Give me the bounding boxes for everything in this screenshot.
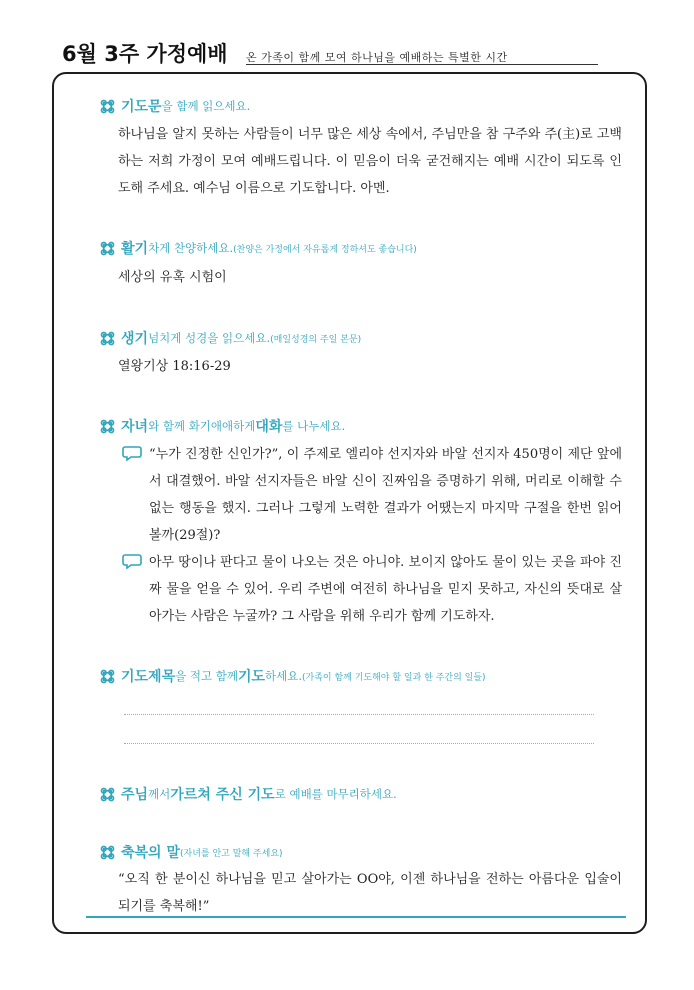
command-symbol-icon	[100, 419, 115, 434]
prayer-topics-heading-mid: 을 적고 함께	[175, 669, 238, 683]
scripture-reference: 열왕기상 18:16-29	[118, 359, 231, 374]
lords-prayer-heading-main: 주님	[121, 787, 149, 803]
page-subtitle: 온 가족이 함께 모여 하나님을 예배하는 특별한 시간	[246, 51, 508, 64]
praise-heading-main: 활기	[121, 241, 149, 257]
prayer-heading	[100, 96, 250, 116]
header-underline	[246, 64, 598, 65]
prayer-topics-heading	[100, 666, 486, 686]
scripture-heading-rest: 넘치게 성경을 읽으세요.	[148, 331, 271, 345]
lords-prayer-heading-main2: 가르쳐 주신 기도	[170, 787, 275, 803]
command-symbol-icon	[100, 331, 115, 346]
dialogue-heading-main2: 대화	[255, 419, 283, 435]
writing-line	[124, 714, 594, 715]
praise-heading	[100, 238, 417, 258]
bottom-accent-rule	[86, 916, 626, 918]
blessing-heading	[100, 842, 283, 862]
blessing-heading-main: 축복의 말	[121, 845, 180, 861]
page-title: 6월 3주 가정예배	[62, 42, 228, 66]
lords-prayer-heading-rest: 로 예배를 마무리하세요.	[274, 787, 397, 801]
scripture-heading-note: (매일성경의 주일 본문)	[270, 334, 362, 345]
prayer-topics-heading-main2: 기도	[237, 669, 266, 685]
dialogue-heading-rest: 를 나누세요.	[282, 419, 346, 433]
dialogue-heading-mid: 와 함께 화기애애하게	[148, 419, 256, 433]
dialogue-heading	[100, 416, 345, 436]
praise-song-title: 세상의 유혹 시험이	[118, 270, 227, 285]
blessing-text: “오직 한 분이신 하나님을 믿고 살아가는 OO야, 이젠 하나님을 전하는 아름다운 입술이 되기를 축복해!”	[118, 872, 622, 914]
prayer-topics-heading-rest: 하세요.	[265, 669, 303, 683]
lords-prayer-heading	[100, 784, 397, 804]
writing-line	[124, 743, 594, 744]
command-symbol-icon	[100, 241, 115, 256]
prayer-topics-heading-main: 기도제목	[121, 669, 176, 685]
prayer-text: 하나님을 알지 못하는 사람들이 너무 많은 세상 속에서, 주님만을 참 구주와 주(主)로 고백하는 저희 가정이 모여 예배드립니다. 이 믿음이 더욱 굳건해지는 예배 시간이 되도록 인도해 주세요. 예수님 이름으로 기도합니다. 아멘.	[118, 127, 622, 196]
prayer-heading-main: 기도문	[121, 99, 162, 115]
dialogue-text: 아무 땅이나 판다고 물이 나오는 것은 아니야. 보이지 않아도 물이 있는 곳을 파야 진짜 물을 얻을 수 있어. 우리 주변에 여전히 하나님을 믿지 못하고, 자신의 뜻대로 살아가는 사람은 누굴까? 그 사람을 위해 우리가 함께 기도하자.	[149, 555, 622, 624]
blessing-heading-note: (자녀를 안고 말해 주세요)	[179, 848, 283, 859]
prayer-heading-rest: 을 함께 읽으세요.	[161, 99, 251, 113]
lords-prayer-heading-mid: 께서	[148, 787, 171, 801]
command-symbol-icon	[100, 99, 115, 114]
dialogue-item	[122, 549, 622, 630]
speech-bubble-icon	[122, 553, 142, 569]
speech-bubble-icon	[122, 445, 142, 461]
dialogue-heading-main: 자녀	[121, 419, 149, 435]
command-symbol-icon	[100, 845, 115, 860]
scripture-heading	[100, 328, 361, 348]
praise-heading-note: (찬양은 가정에서 자유롭게 정하셔도 좋습니다)	[233, 244, 417, 255]
command-symbol-icon	[100, 787, 115, 802]
praise-heading-rest: 차게 찬양하세요.	[148, 241, 234, 255]
dialogue-item	[122, 441, 622, 549]
page-header	[62, 38, 598, 68]
prayer-topics-heading-note: (가족이 함께 기도해야 할 일과 한 주간의 일들)	[302, 672, 486, 683]
scripture-heading-main: 생기	[121, 331, 149, 347]
command-symbol-icon	[100, 669, 115, 684]
dialogue-text: “누가 진정한 신인가?”, 이 주제로 엘리야 선지자와 바알 선지자 450명이 제단 앞에서 대결했어. 바알 선지자들은 바알 신이 진짜임을 증명하기 위해, 머리로 이해할 수 없는 행동을 했지. 그러나 그렇게 노력한 결과가 어땠는지 마지막 구절을 한번 읽어 볼까(29절)?	[149, 447, 622, 543]
